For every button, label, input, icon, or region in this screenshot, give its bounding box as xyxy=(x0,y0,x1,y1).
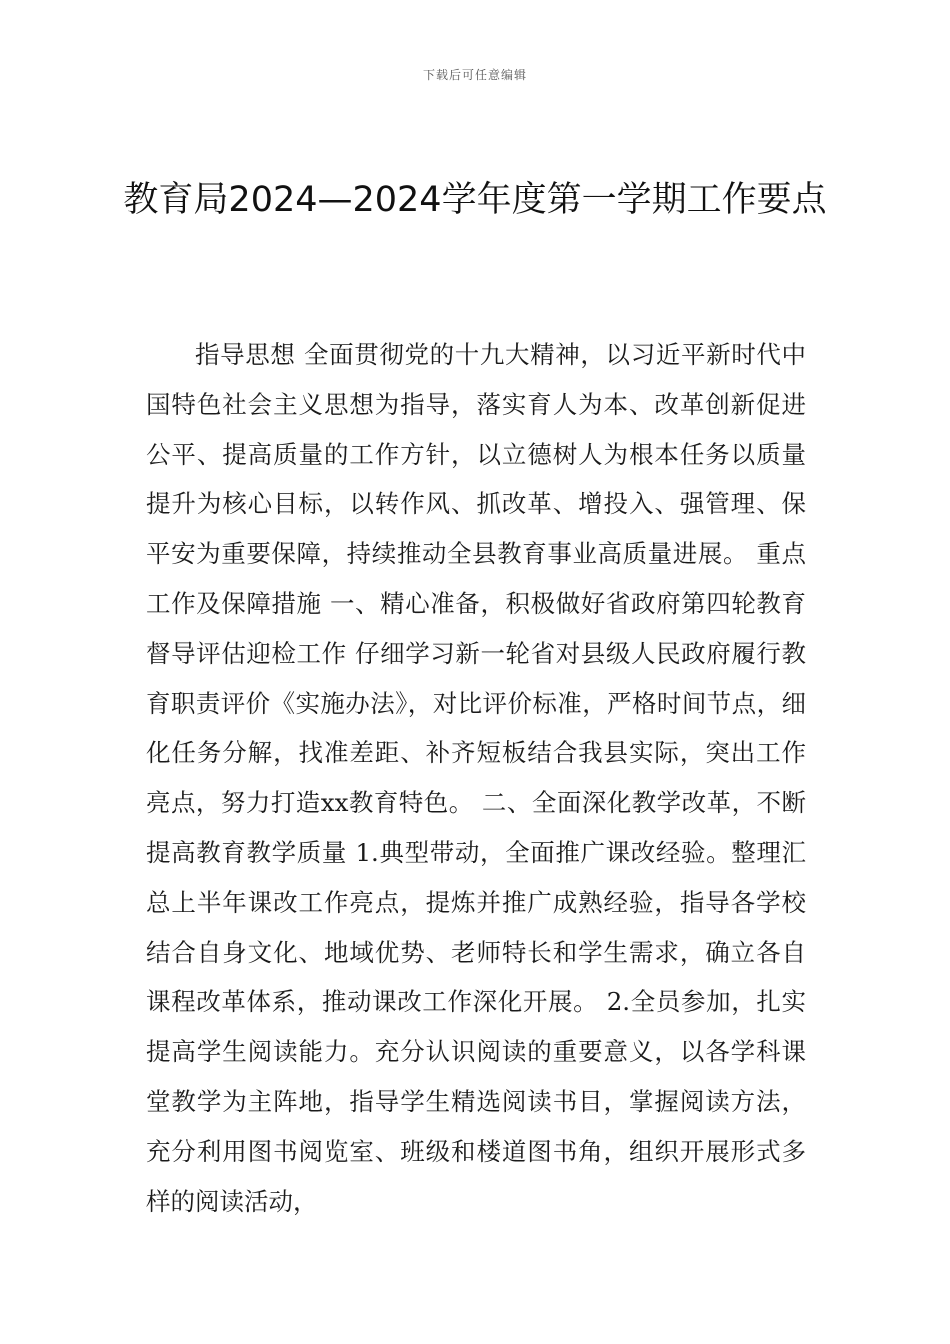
document-title: 教育局2024—2024学年度第一学期工作要点 xyxy=(123,180,827,220)
document-body: 指导思想 全面贯彻党的十九大精神，以习近平新时代中国特色社会主义思想为指导，落实育人为本、改革创新促进公平、提高质量的工作方针，以立德树人为根本任务以质量提升为核心目标，以转作风、抓改革、增投入、强管理、保平安为重要保障，持续推动全县教育事业高质量进展。 重点工作及保障措施 一、精心准备，积极做好省政府第四轮教育督导评估迎检工作 仔细学习新一轮省对县级人民政府履行教育职责评价《实施办法》，对比评价标准，严格时间节点，细化任务分解，找准差距、补齐短板结合我县实际，突出工作亮点，努力打造xx教育特色。 二、全面深化教学改革，不断提高教育教学质量 1.典型带动，全面推广课改经验。整理汇总上半年课改工作亮点，提炼并推广成熟经验，指导各学校结合自身文化、地域优势、老师特长和学生需求，确立各自课程改革体系，推动课改工作深化开展。 2.全员参加，扎实提高学生阅读能力。充分认识阅读的重要意义，以各学科课堂教学为主阵地，指导学生精选阅读书目，掌握阅读方法，充分利用图书阅览室、班级和楼道图书角，组织开展形式多样的阅读活动， xyxy=(146,340,806,1216)
header-note: 下载后可任意编辑 xyxy=(422,68,527,82)
